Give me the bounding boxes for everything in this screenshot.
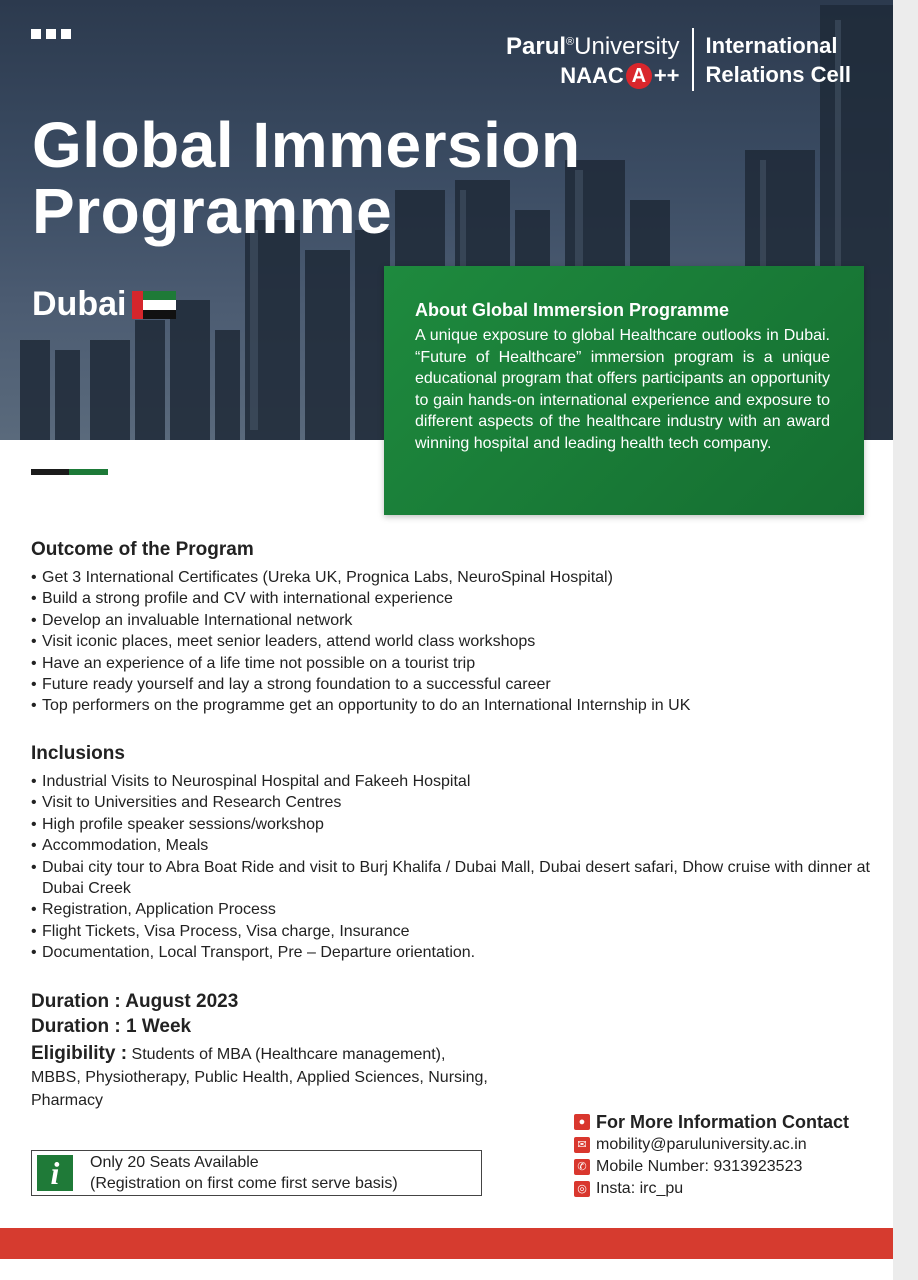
email-icon: ✉ — [574, 1137, 590, 1153]
contact-heading: ● For More Information Contact — [574, 1111, 849, 1133]
footer-bar — [0, 1228, 893, 1259]
city-label: Dubai — [32, 285, 176, 324]
contact-phone[interactable]: ✆ Mobile Number: 9313923523 — [574, 1156, 849, 1178]
eligibility-label: Eligibility : — [31, 1043, 128, 1064]
naac-grade: NAAC A ++ — [560, 63, 680, 88]
uae-flag-icon — [132, 291, 176, 319]
inclusions-section — [31, 743, 876, 964]
about-body: A unique exposure to global Healthcare outlooks in Dubai. “Future of Healthcare” immersion program is a unique educational program that offers participants an opportunity to gain hands-on international experience and exposure to different aspects of the healthcare industry with an award winning hospital and leading health tech company. — [415, 327, 830, 452]
page-title: Global Immersion Programme — [32, 109, 581, 247]
contact-instagram[interactable]: ◎ Insta: irc_pu — [574, 1178, 849, 1200]
info-icon: i — [37, 1155, 73, 1191]
contact-block — [574, 1111, 849, 1200]
list-item: • Industrial Visits to Neurospinal Hospital and Fakeeh Hospital — [31, 771, 876, 792]
seats-notice — [31, 1150, 482, 1196]
list-item: • Get 3 International Certificates (Ureka UK, Prognica Labs, NeuroSpinal Hospital) — [31, 567, 871, 588]
list-item: • Top performers on the programme get an opportunity to do an International Internship in UK — [31, 695, 871, 716]
person-icon: ● — [574, 1114, 590, 1130]
accent-divider — [31, 469, 108, 475]
list-item: • Build a strong profile and CV with international experience — [31, 588, 871, 609]
seats-text: Only 20 Seats Available (Registration on first come first serve basis) — [90, 1154, 398, 1192]
list-item: • Documentation, Local Transport, Pre – Departure orientation. — [31, 942, 876, 963]
duration-length: Duration : 1 Week — [31, 1016, 192, 1037]
menu-dots-icon — [31, 29, 71, 39]
about-heading: About Global Immersion Programme — [415, 300, 730, 320]
list-item: • Accommodation, Meals — [31, 835, 876, 856]
list-item: • Visit to Universities and Research Centres — [31, 792, 876, 813]
inclusions-heading: Inclusions — [31, 743, 125, 764]
inclusions-list — [31, 771, 876, 964]
outcome-heading: Outcome of the Program — [31, 539, 254, 560]
naac-badge-icon: A — [626, 63, 652, 89]
outcome-section — [31, 539, 871, 717]
duration-date: Duration : August 2023 — [31, 991, 239, 1012]
list-item: • Visit iconic places, meet senior leaders, attend world class workshops — [31, 631, 871, 652]
eligibility-block — [31, 1042, 491, 1112]
phone-icon: ✆ — [574, 1159, 590, 1175]
relations-cell-label: International Relations Cell — [705, 32, 851, 87]
list-item: • Develop an invaluable International network — [31, 610, 871, 631]
eligibility-text: Students of MBA (Healthcare management), MBBS, Physiotherapy, Public Health, Applied Sciences, Nursing, Pharmacy — [31, 1046, 488, 1109]
list-item: • Dubai city tour to Abra Boat Ride and visit to Burj Khalifa / Dubai Mall, Dubai desert safari, Dhow cruise with dinner at Dubai Creek — [31, 857, 876, 900]
about-box — [384, 266, 864, 515]
list-item: • Flight Tickets, Visa Process, Visa charge, Insurance — [31, 921, 876, 942]
instagram-icon: ◎ — [574, 1181, 590, 1197]
list-item: • Have an experience of a life time not possible on a tourist trip — [31, 653, 871, 674]
list-item: • Future ready yourself and lay a strong foundation to a successful career — [31, 674, 871, 695]
brand-name: Parul®University — [506, 33, 680, 60]
list-item: • High profile speaker sessions/workshop — [31, 814, 876, 835]
parul-logo-block — [506, 28, 694, 91]
outcome-list — [31, 567, 871, 717]
list-item: • Registration, Application Process — [31, 899, 876, 920]
contact-email[interactable]: ✉ mobility@paruluniversity.ac.in — [574, 1134, 849, 1156]
duration-block — [31, 989, 238, 1039]
university-logo — [506, 28, 851, 91]
